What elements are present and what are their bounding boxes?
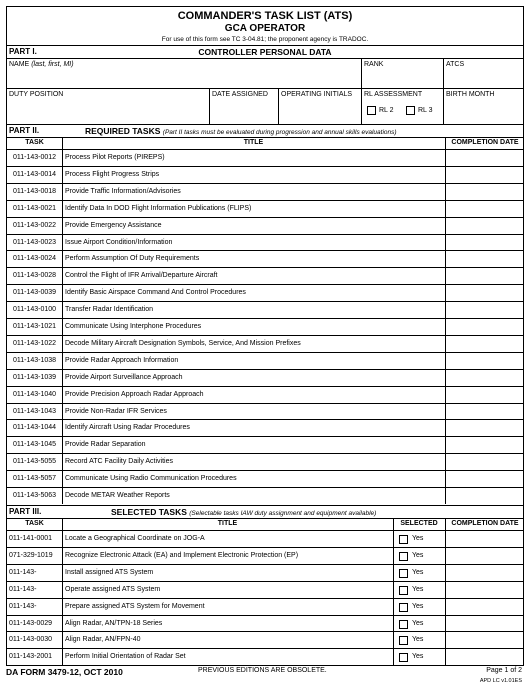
part3-bar [7, 505, 523, 518]
task-number: 011-143-1040 [12, 390, 57, 398]
completion-date-field[interactable] [445, 285, 525, 301]
task-list-form [6, 6, 524, 666]
task-number: 011-143-1038 [12, 356, 57, 364]
task-number: 011-143-1044 [12, 424, 57, 432]
selected-checkbox[interactable] [399, 569, 408, 578]
date-assigned-label: DATE ASSIGNED [212, 91, 268, 98]
task-title: Communicate Using Interphone Procedures [65, 323, 202, 330]
column-divider [62, 518, 63, 665]
completion-date-field[interactable] [445, 201, 525, 217]
name-hint: (last, first, MI) [31, 61, 74, 68]
completion-date-field[interactable] [445, 251, 525, 267]
task-number: 011-143-0022 [12, 221, 57, 229]
part2-note: (Part II tasks must be evaluated during progression and annual skills evaluations) [162, 129, 397, 136]
task-number: 011-143-0018 [12, 187, 57, 195]
completion-date-field[interactable] [445, 218, 525, 234]
yes-label: Yes [412, 602, 424, 610]
completion-date-field[interactable] [445, 336, 525, 352]
column-divider [62, 137, 63, 504]
task-title: Provide Airport Surveillance Approach [65, 373, 183, 381]
column-divider [445, 137, 446, 504]
rl-assessment-label: RL ASSESSMENT [364, 91, 423, 98]
selected-checkbox[interactable] [399, 636, 408, 645]
task-number: 011-143-5063 [12, 492, 57, 499]
task-title: Provide Emergency Assistance [65, 221, 162, 229]
duty-position-label: DUTY POSITION [9, 91, 64, 98]
selected-checkbox[interactable] [399, 586, 408, 595]
task-number: 011-143-1039 [12, 373, 57, 381]
completion-date-field[interactable] [445, 488, 525, 504]
task-number: 011-143-0021 [12, 204, 57, 212]
completion-date-field[interactable] [445, 167, 525, 183]
part2-label: PART II. [9, 126, 40, 135]
part3-note: (Selectable tasks IAW duty assignment and equipment available) [189, 510, 377, 517]
task-number: 011-143-0012 [12, 154, 57, 161]
page-number: Page 1 of 2 [486, 667, 522, 674]
operating-initials-label: OPERATING INITIALS [281, 91, 353, 98]
selected-checkbox[interactable] [399, 653, 408, 662]
date-assigned-field[interactable] [210, 88, 279, 124]
task-number: 011-143-0024 [12, 255, 57, 263]
task-title: Decode Military Aircraft Designation Symbols, Service, And Mission Prefixes [65, 339, 301, 347]
yes-label: Yes [412, 653, 424, 661]
part2-col-completion: COMPLETION DATE [451, 139, 519, 146]
yes-label: Yes [412, 551, 424, 559]
rl-assessment-field [362, 88, 444, 124]
task-number: 011-143-1021 [12, 323, 57, 330]
task-title: Transfer Radar Identification [65, 306, 154, 314]
task-title: Process Flight Progress Strips [65, 170, 160, 178]
part1-label: PART I. [9, 47, 37, 56]
editions-note: PREVIOUS EDITIONS ARE OBSOLETE. [198, 667, 327, 674]
form-subtitle: GCA OPERATOR [224, 23, 306, 34]
task-title: Issue Airport Condition/Information [65, 238, 173, 246]
task-number: 011-143- [9, 568, 37, 576]
task-title: Communicate Using Radio Communication Procedures [65, 475, 237, 483]
task-number: 011-143-0039 [12, 289, 57, 297]
task-number: 011-143-0014 [12, 170, 57, 178]
task-title: Identify Basic Airspace Command And Control Procedures [65, 289, 246, 297]
completion-date-field[interactable] [445, 235, 525, 251]
rl3-checkbox[interactable] [406, 106, 415, 115]
completion-date-field[interactable] [445, 565, 525, 581]
form-title: COMMANDER'S TASK LIST (ATS) [177, 10, 353, 22]
task-title: Provide Precision Approach Radar Approach [65, 390, 204, 398]
selected-checkbox[interactable] [399, 552, 408, 561]
task-number: 011-143-1022 [12, 339, 57, 347]
task-number: 071-329-1019 [9, 551, 53, 559]
task-number: 011-143- [9, 602, 37, 610]
task-title: Operate assigned ATS System [65, 585, 161, 593]
form-id: DA FORM 3479-12, OCT 2010 [6, 667, 123, 677]
task-title: Process Pilot Reports (PIREPS) [65, 154, 165, 161]
task-number: 011-143-1045 [12, 441, 57, 449]
completion-date-field[interactable] [445, 599, 525, 615]
completion-date-field[interactable] [445, 184, 525, 200]
part3-col-selected: SELECTED [400, 520, 438, 527]
completion-date-field[interactable] [445, 404, 525, 420]
duty-position-field[interactable] [7, 88, 210, 124]
task-title: Align Radar, AN/TPN-18 Series [65, 619, 163, 627]
column-divider [445, 518, 446, 665]
version-label: APD LC v1.01ES [479, 678, 522, 684]
task-title: Prepare assigned ATS System for Movement [65, 602, 205, 610]
task-title: Perform Initial Orientation of Radar Set [65, 653, 186, 661]
task-title: Record ATC Facility Daily Activities [65, 458, 174, 466]
part2-bar [7, 124, 523, 137]
rank-label: RANK [364, 61, 384, 68]
part3-col-task: TASK [25, 520, 44, 527]
rl2-label: RL 2 [379, 107, 394, 114]
selected-checkbox[interactable] [399, 535, 408, 544]
task-title: Provide Traffic Information/Advisories [65, 187, 181, 195]
form-instruction: For use of this form see TC 3-04.81; the proponent agency is TRADOC. [161, 36, 369, 43]
completion-date-field[interactable] [445, 420, 525, 436]
task-number: 011-143-0100 [12, 306, 57, 314]
task-title: Perform Assumption Of Duty Requirements [65, 255, 200, 263]
selected-checkbox[interactable] [399, 620, 408, 629]
task-number: 011-143-0030 [9, 636, 53, 644]
completion-date-field[interactable] [445, 387, 525, 403]
task-number: 011-143-0029 [9, 619, 53, 627]
task-title: Identify Aircraft Using Radar Procedures [65, 424, 190, 432]
birth-month-label: BIRTH MONTH [446, 91, 495, 98]
completion-date-field[interactable] [445, 649, 525, 665]
part2-col-title: TITLE [243, 139, 264, 146]
completion-date-field[interactable] [445, 268, 525, 284]
name-label: NAME [9, 61, 30, 68]
part3-heading: SELECTED TASKS [111, 507, 187, 517]
task-title: Provide Radar Approach Information [65, 356, 179, 364]
part1-heading: CONTROLLER PERSONAL DATA [198, 47, 332, 57]
yes-label: Yes [412, 636, 424, 644]
column-divider [393, 518, 394, 665]
part2-heading: REQUIRED TASKS [85, 126, 161, 136]
part1-bar [7, 45, 523, 58]
yes-label: Yes [412, 619, 424, 627]
task-number: 011-143- [9, 585, 37, 593]
completion-date-field[interactable] [445, 353, 525, 369]
atcs-label: ATCS [446, 61, 465, 68]
task-title: Control the Flight of IFR Arrival/Departure Aircraft [65, 272, 218, 280]
completion-date-field[interactable] [445, 437, 525, 453]
yes-label: Yes [412, 568, 424, 576]
completion-date-field[interactable] [445, 150, 525, 166]
completion-date-field[interactable] [445, 471, 525, 487]
task-title: Provide Non-Radar IFR Services [65, 407, 167, 415]
completion-date-field[interactable] [445, 548, 525, 564]
completion-date-field[interactable] [445, 531, 525, 547]
yes-label: Yes [412, 535, 424, 542]
task-title: Recognize Electronic Attack (EA) and Implement Electronic Protection (EP) [65, 551, 299, 559]
completion-date-field[interactable] [445, 582, 525, 598]
task-number: 011-143-2001 [9, 653, 53, 661]
yes-label: Yes [412, 585, 424, 593]
atcs-field[interactable] [444, 58, 524, 88]
task-number: 011-143-0023 [12, 238, 57, 246]
part3-label: PART III. [9, 507, 42, 516]
rl3-label: RL 3 [418, 107, 433, 114]
part3-col-title: TITLE [217, 520, 238, 527]
completion-date-field[interactable] [445, 454, 525, 470]
task-title: Identify Data In DOD Flight Information Publications (FLIPS) [65, 204, 252, 212]
task-title: Align Radar, AN/FPN-40 [65, 636, 141, 644]
part3-col-completion: COMPLETION DATE [451, 520, 519, 527]
completion-date-field[interactable] [445, 632, 525, 648]
rank-field[interactable] [362, 58, 444, 88]
task-title: Install assigned ATS System [65, 568, 154, 576]
rl2-checkbox[interactable] [367, 106, 376, 115]
name-field[interactable] [7, 58, 362, 88]
task-title: Locate a Geographical Coordinate on JOG-A [65, 535, 205, 542]
birth-month-field[interactable] [444, 88, 524, 124]
operating-initials-field[interactable] [279, 88, 362, 124]
task-number: 011-141-0001 [9, 535, 53, 542]
task-number: 011-143-5057 [12, 475, 57, 483]
completion-date-field[interactable] [445, 302, 525, 318]
selected-checkbox[interactable] [399, 603, 408, 612]
completion-date-field[interactable] [445, 370, 525, 386]
task-title: Provide Radar Separation [65, 441, 146, 449]
task-number: 011-143-0028 [12, 272, 57, 280]
task-number: 011-143-1043 [12, 407, 57, 415]
completion-date-field[interactable] [445, 616, 525, 632]
task-number: 011-143-5055 [12, 458, 57, 466]
completion-date-field[interactable] [445, 319, 525, 335]
part2-col-task: TASK [25, 139, 44, 146]
task-title: Decode METAR Weather Reports [65, 492, 170, 499]
